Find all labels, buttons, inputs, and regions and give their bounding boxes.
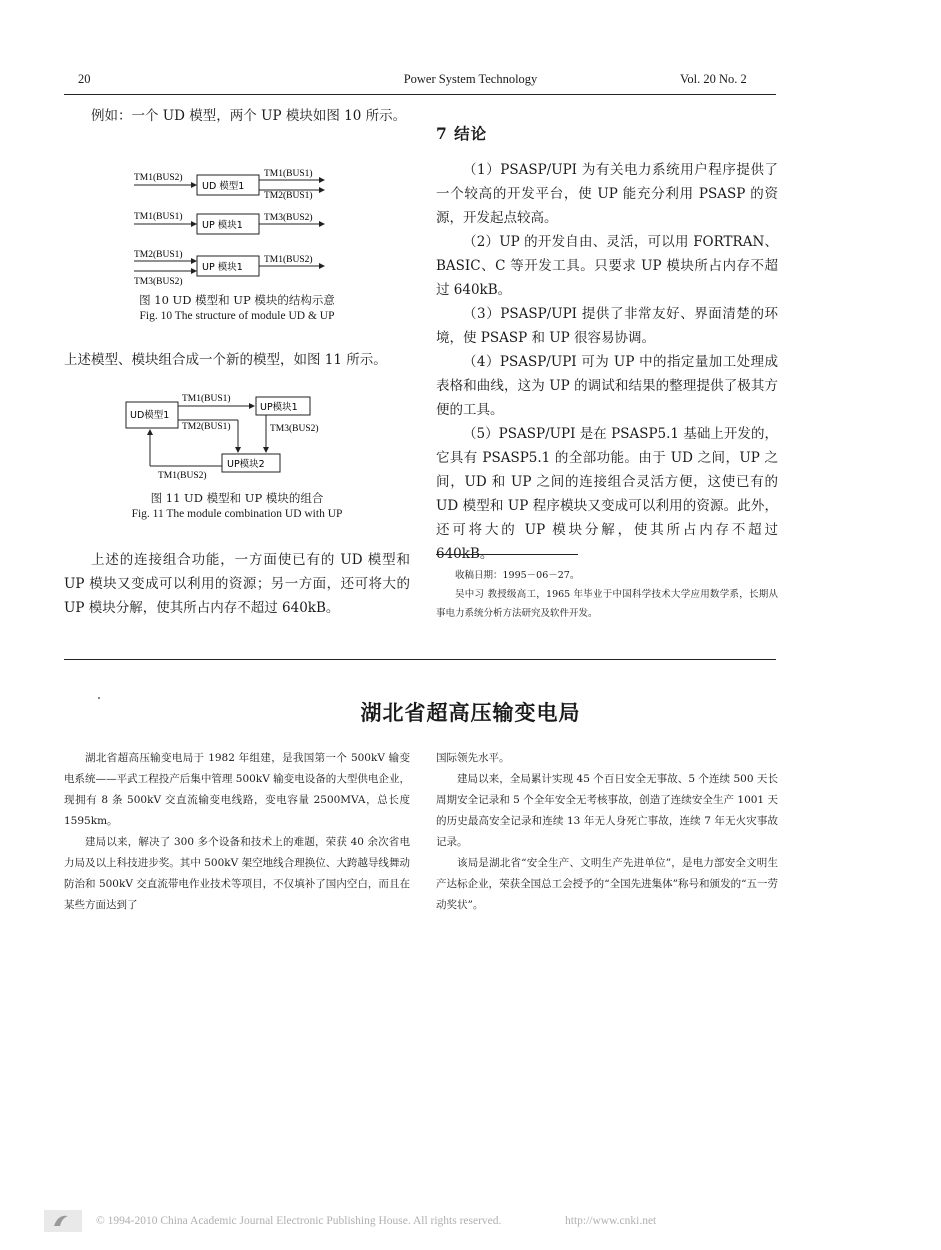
fig11-caption-en: Fig. 11 The module combination UD with UP — [131, 508, 343, 520]
fig10-ud-model-1: UD 模型1 — [202, 181, 245, 192]
article-para-4: 该局是湖北省“安全生产、文明生产先进单位”，是电力部安全文明生产达标企业，荣获全国总工会授予的“全国先进集体”称号和颁发的“五一劳动奖状”。 — [436, 857, 778, 911]
article-para-1: 湖北省超高压输变电局于 1982 年组建，是我国第一个 500kV 输变电系统——平武工程投产后集中管理 500kV 输变电设备的大型供电企业，现拥有 8 条 500kV 交直流输变电线路，变电容量 2500MVA，总长度 1595km。 — [64, 752, 410, 827]
page-header — [0, 70, 941, 90]
article-separator — [64, 659, 776, 660]
cnki-logo-icon — [44, 1210, 82, 1232]
figure-11-caption — [64, 490, 410, 522]
article-right-column — [436, 748, 778, 916]
fig11-up-module-2: UP模块2 — [227, 459, 265, 470]
copyright-text: © 1994-2010 China Academic Journal Electronic Publishing House. All rights reserved. — [96, 1215, 502, 1227]
volume-issue: Vol. 20 No. 2 — [680, 72, 747, 86]
article-left-column — [64, 748, 410, 916]
fig11-label-tm1-bus1: TM1(BUS1) — [182, 394, 231, 404]
fig10-label-tm2-bus1-out: TM2(BUS1) — [264, 191, 313, 201]
article-para-2-cont: 国际领先水平。 — [436, 752, 510, 764]
fig10-label-tm1-bus1-out: TM1(BUS1) — [264, 169, 313, 179]
conclusion-item-2: （2）UP 的开发自由、灵活，可以用 FORTRAN、BASIC、C 等开发工具。只要求 UP 模块所占内存不超过 640kB。 — [436, 234, 778, 298]
fig10-caption-cn: 图 10 UD 模型和 UP 模块的结构示意 — [139, 293, 335, 307]
fig10-label-tm1-bus2-in: TM1(BUS2) — [134, 173, 183, 183]
para-combination: 上述模型、模块组合成一个新的模型，如图 11 所示。 — [64, 352, 387, 368]
fig10-up-module-1b: UP 模块1 — [202, 262, 243, 273]
right-column — [436, 122, 778, 566]
conclusion-item-5: （5）PSASP/UPI 是在 PSASP5.1 基础上开发的，它具有 PSASP5.1 的全部功能。由于 UD 之间，UP 之间，UD 和 UP 之间的连接组合灵活方便，这使已有的 UD 模型和 UP 程序模块又变成可以利用的资源。此外，还可将大的 UP 模块分解，使其所占内存不超过 640kB。 — [436, 426, 778, 562]
fig11-label-tm1-bus2: TM1(BUS2) — [158, 471, 207, 480]
conclusion-item-1: （1）PSASP/UPI 为有关电力系统用户程序提供了一个较高的开发平台，使 UP 能充分利用 PSASP 的资源，开发起点较高。 — [436, 162, 778, 226]
article-para-3: 建局以来，全局累计实现 45 个百日安全无事故、5 个连续 500 天长周期安全记录和 5 个全年安全无考核事故，创造了连续安全生产 1001 天的历史最高安全记录和连续 13 年无人身死亡事故，连续 7 年无火灾事故记录。 — [436, 773, 778, 848]
fig11-label-tm2-bus1: TM2(BUS1) — [182, 422, 231, 432]
intro-paragraph: 例如：一个 UD 模型，两个 UP 模块如图 10 所示。 — [91, 108, 407, 124]
left-para-3 — [64, 548, 410, 620]
footnotes — [436, 566, 778, 623]
figure-11-diagram — [122, 388, 342, 480]
figure-10-diagram — [130, 160, 335, 290]
article-title: 湖北省超高压输变电局 — [360, 701, 581, 725]
fig11-ud-model-1: UD模型1 — [130, 410, 170, 421]
article-para-2: 建局以来，解决了 300 多个设备和技术上的难题，荣获 40 余次省电力局及以上科技进步奖。其中 500kV 架空地线合理换位、大跨越导线舞动防治和 500kV 交直流带电作业技术等项目，不仅填补了国内空白，而且在某些方面达到了 — [64, 836, 410, 911]
fig11-up-module-1: UP模块1 — [260, 402, 298, 413]
para-connection: 上述的连接组合功能，一方面使已有的 UD 模型和 UP 模块又变成可以利用的资源；另一方面，还可将大的 UP 模块分解，使其所占内存不超过 640kB。 — [64, 552, 410, 616]
fig10-label-tm1-bus1-in: TM1(BUS1) — [134, 212, 183, 222]
journal-name: Power System Technology — [403, 72, 538, 86]
fig10-label-tm3-bus2-in: TM3(BUS2) — [134, 277, 183, 287]
section-title-conclusion: 7 结论 — [436, 124, 488, 143]
fig10-label-tm3-bus2-out: TM3(BUS2) — [264, 213, 313, 223]
cnki-url[interactable]: http://www.cnki.net — [565, 1215, 657, 1227]
left-para-2 — [64, 348, 410, 372]
received-date: 收稿日期：1995－06－27。 — [455, 570, 580, 581]
page-footer — [0, 1212, 941, 1234]
fig11-label-tm3-bus2: TM3(BUS2) — [270, 424, 319, 434]
conclusion-item-3: （3）PSASP/UPI 提供了非常友好、界面清楚的环境，使 PSASP 和 UP 很容易协调。 — [436, 306, 778, 346]
fig10-label-tm1-bus2-out: TM1(BUS2) — [264, 255, 313, 265]
figure-10-caption — [64, 292, 410, 324]
fig10-caption-en: Fig. 10 The structure of module UD & UP — [139, 310, 335, 322]
fig10-label-tm2-bus1-in: TM2(BUS1) — [134, 250, 183, 260]
author-note: 吴中习 教授级高工，1965 年毕业于中国科学技术大学应用数学系，长期从事电力系统分析方法研究及软件开发。 — [436, 589, 778, 619]
left-intro — [64, 104, 410, 128]
header-rule — [64, 94, 776, 95]
fig11-caption-cn: 图 11 UD 模型和 UP 模块的组合 — [150, 491, 324, 505]
footnote-rule — [436, 554, 578, 555]
conclusion-item-4: （4）PSASP/UPI 可为 UP 中的指定量加工处理成表格和曲线，这为 UP 的调试和结果的整理提供了极其方便的工具。 — [436, 354, 778, 418]
fig10-up-module-1a: UP 模块1 — [202, 220, 243, 231]
page-number: 20 — [78, 72, 91, 86]
